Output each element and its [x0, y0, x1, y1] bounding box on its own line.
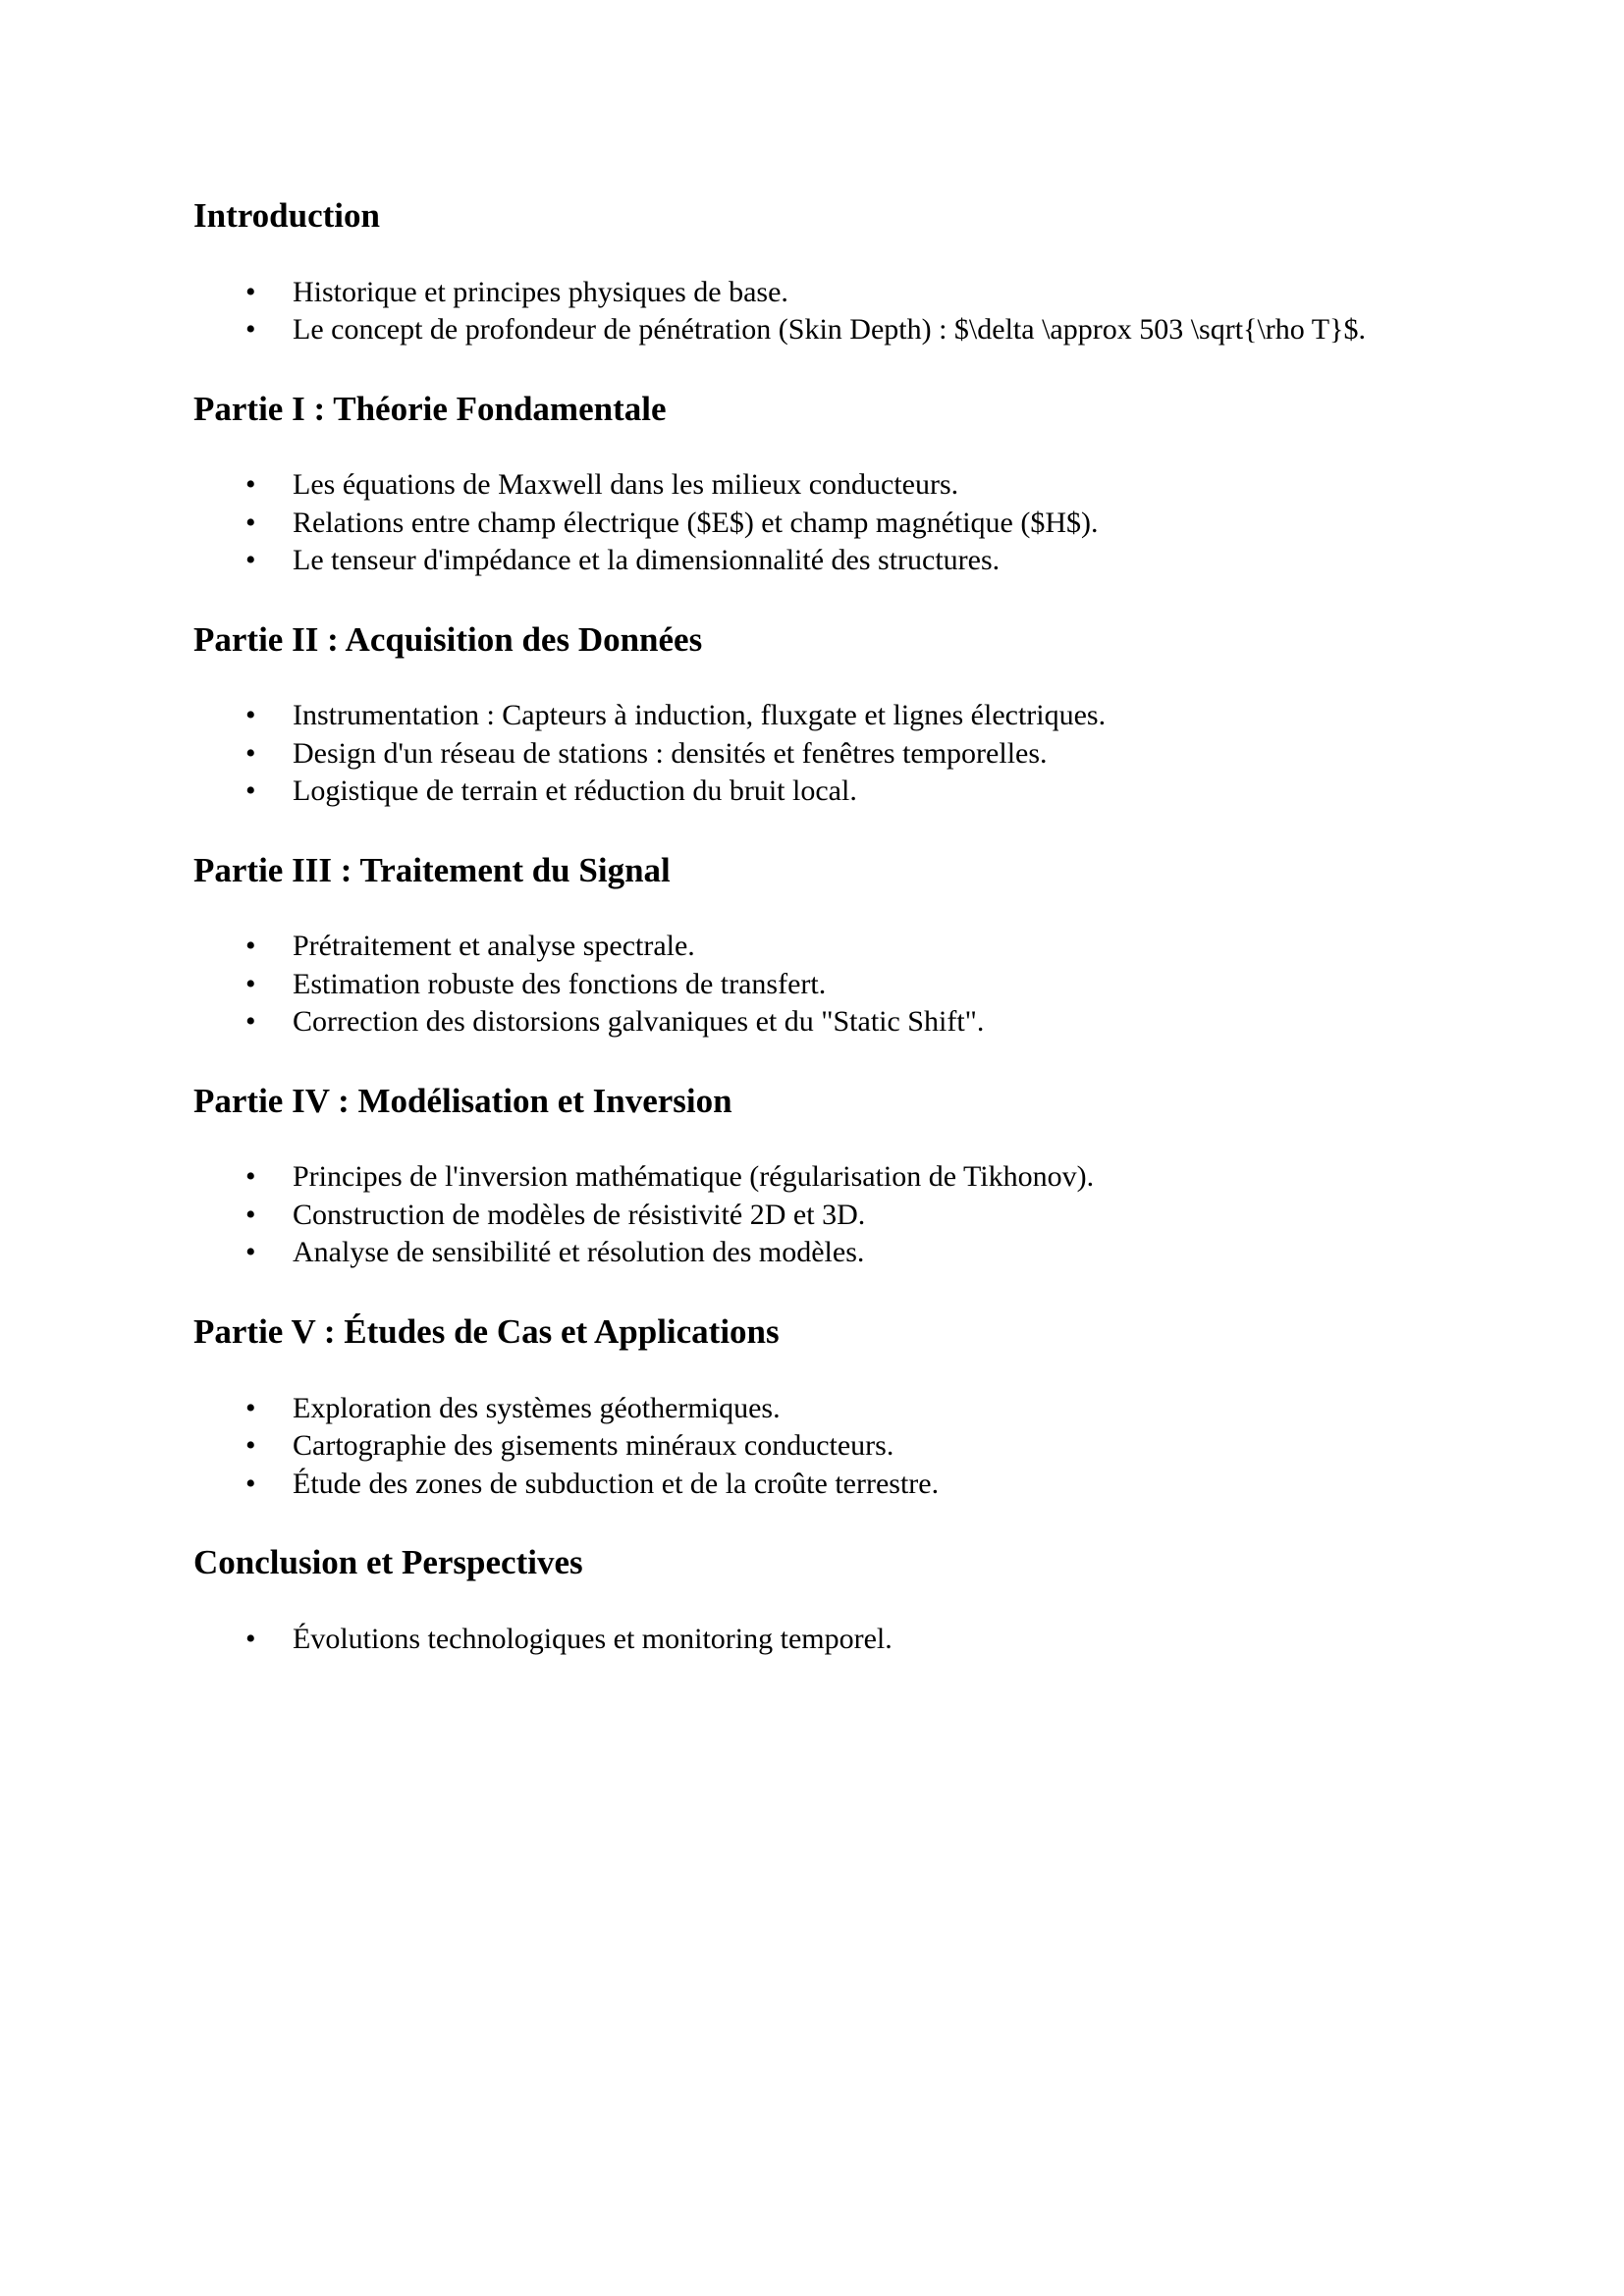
list-item-text: Relations entre champ électrique ($E$) et champ magnétique ($H$). — [293, 506, 1099, 539]
list-item-text: Évolutions technologiques et monitoring temporel. — [293, 1622, 893, 1655]
list-item — [193, 697, 1433, 735]
list-item-text: Cartographie des gisements minéraux conducteurs. — [293, 1429, 894, 1463]
section-heading: Introduction — [193, 196, 380, 235]
list-item-text: Exploration des systèmes géothermiques. — [293, 1391, 781, 1424]
list-item — [193, 1621, 1433, 1659]
section-partie-1 — [193, 390, 1433, 580]
bullet-icon: • — [245, 1236, 256, 1269]
section-heading: Partie III : Traitement du Signal — [193, 850, 671, 889]
bullet-list — [193, 697, 1433, 811]
list-item-text: Design d'un réseau de stations : densités et fenêtres temporelles. — [293, 736, 1048, 770]
section-introduction — [193, 196, 1433, 349]
bullet-list — [193, 274, 1433, 349]
bullet-list — [193, 1158, 1433, 1272]
bullet-icon: • — [245, 275, 256, 308]
bullet-icon: • — [245, 967, 256, 1000]
bullet-icon: • — [245, 1622, 256, 1655]
bullet-list — [193, 1390, 1433, 1504]
bullet-icon: • — [245, 1160, 256, 1194]
bullet-icon: • — [245, 1467, 256, 1500]
list-item — [193, 928, 1433, 966]
section-heading: Conclusion et Perspectives — [193, 1543, 583, 1582]
list-item — [193, 1466, 1433, 1504]
section-partie-2 — [193, 620, 1433, 811]
bullet-icon: • — [245, 468, 256, 502]
section-heading: Partie IV : Modélisation et Inversion — [193, 1081, 732, 1120]
list-item-text: Principes de l'inversion mathématique (régularisation de Tikhonov). — [293, 1160, 1095, 1194]
bullet-list — [193, 928, 1433, 1041]
bullet-list — [193, 466, 1433, 580]
list-item — [193, 505, 1433, 543]
list-item-text: Le tenseur d'impédance et la dimensionnalité des structures. — [293, 544, 1001, 577]
list-item-text: Prétraitement et analyse spectrale. — [293, 930, 695, 963]
list-item — [193, 542, 1433, 580]
list-item — [193, 311, 1433, 349]
list-item-text: Correction des distorsions galvaniques et du "Static Shift". — [293, 1005, 985, 1039]
section-heading: Partie I : Théorie Fondamentale — [193, 389, 667, 428]
bullet-icon: • — [245, 736, 256, 770]
bullet-icon: • — [245, 544, 256, 577]
bullet-icon: • — [245, 1005, 256, 1039]
bullet-icon: • — [245, 1198, 256, 1231]
list-item-text: Estimation robuste des fonctions de transfert. — [293, 967, 827, 1000]
bullet-icon: • — [245, 774, 256, 808]
list-item — [193, 1390, 1433, 1428]
list-item-text: Les équations de Maxwell dans les milieux conducteurs. — [293, 468, 959, 502]
list-item — [193, 1234, 1433, 1272]
list-item-text: Étude des zones de subduction et de la croûte terrestre. — [293, 1467, 940, 1500]
list-item — [193, 1427, 1433, 1466]
section-partie-3 — [193, 851, 1433, 1041]
list-item — [193, 773, 1433, 811]
section-partie-4 — [193, 1082, 1433, 1272]
section-heading: Partie V : Études de Cas et Applications — [193, 1311, 780, 1351]
list-item-text: Historique et principes physiques de base. — [293, 275, 788, 308]
list-item-text: Construction de modèles de résistivité 2D et 3D. — [293, 1198, 866, 1231]
list-item — [193, 1003, 1433, 1041]
list-item — [193, 735, 1433, 774]
section-partie-5 — [193, 1312, 1433, 1503]
list-item-text: Analyse de sensibilité et résolution des modèles. — [293, 1236, 865, 1269]
list-item — [193, 1158, 1433, 1197]
document-content — [193, 196, 1433, 1658]
section-conclusion — [193, 1543, 1433, 1658]
bullet-icon: • — [245, 1429, 256, 1463]
list-item-text: Instrumentation : Capteurs à induction, fluxgate et lignes électriques. — [293, 699, 1107, 732]
section-heading: Partie II : Acquisition des Données — [193, 619, 703, 659]
list-item — [193, 966, 1433, 1004]
list-item — [193, 1197, 1433, 1235]
list-item — [193, 466, 1433, 505]
bullet-icon: • — [245, 1391, 256, 1424]
bullet-list — [193, 1621, 1433, 1659]
list-item-text: Le concept de profondeur de pénétration (Skin Depth) : $\delta \approx 503 \sqrt{\rho T}$. — [293, 313, 1366, 347]
bullet-icon: • — [245, 699, 256, 732]
bullet-icon: • — [245, 313, 256, 347]
bullet-icon: • — [245, 506, 256, 539]
list-item-text: Logistique de terrain et réduction du bruit local. — [293, 774, 857, 808]
bullet-icon: • — [245, 930, 256, 963]
list-item — [193, 274, 1433, 312]
